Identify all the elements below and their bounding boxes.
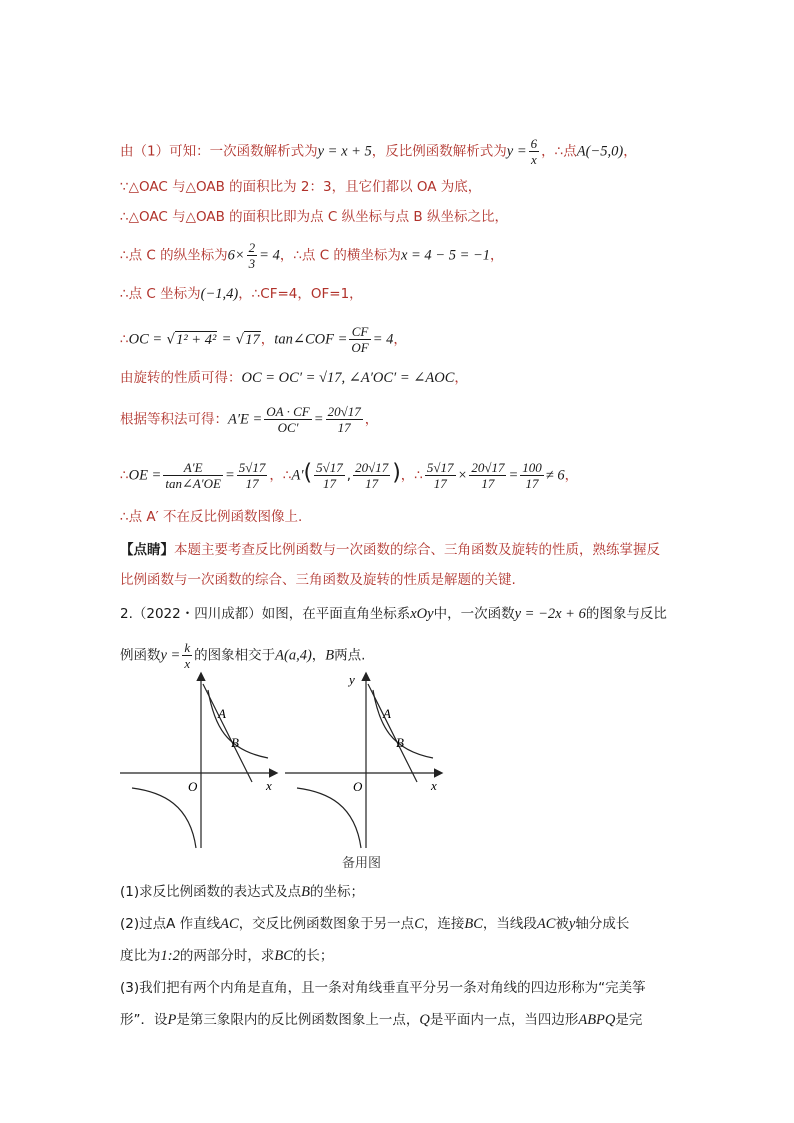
fraction xyxy=(264,404,311,435)
figure-spare xyxy=(283,670,448,850)
math: 1:2 xyxy=(160,948,180,964)
fraction xyxy=(353,460,390,491)
denominator: 17 xyxy=(481,476,495,491)
subquestion-3-line-1: (3)我们把有两个内角是直角，且一条对角线垂直平分另一条对角线的四边形称为“完美筝 xyxy=(120,980,646,996)
text: ， xyxy=(364,411,379,428)
note-tag: 【点睛】 xyxy=(120,542,174,558)
denominator: 17 xyxy=(433,476,447,491)
denominator: 17 xyxy=(322,476,336,491)
label-x: x xyxy=(431,778,437,793)
text: ， xyxy=(260,331,275,348)
text: ，交反比例函数图象于另一点 xyxy=(238,916,415,932)
math: OC = xyxy=(128,331,163,348)
math: A(a,4) xyxy=(275,647,312,664)
fraction xyxy=(237,460,268,491)
math: A′E = xyxy=(228,411,263,428)
solution-line-2: ∵△OAC 与△OAB 的面积比为 2：3，且它们都以 OA 为底， xyxy=(120,179,482,195)
solution-line-10: ∴点 A′ 不在反比例函数图像上. xyxy=(120,509,303,525)
text: (2)过点A 作直线 xyxy=(120,916,221,932)
math: 6× xyxy=(227,247,245,264)
math: A(−5,0) xyxy=(576,143,624,160)
text: 形”．设 xyxy=(120,1012,168,1028)
numerator: 2 xyxy=(248,240,256,255)
fraction xyxy=(247,240,258,271)
math: x = 4 − 5 = −1 xyxy=(400,247,491,264)
math: BC xyxy=(464,916,483,932)
math: OC = OC′ = √17, ∠A′OC′ = ∠AOC xyxy=(241,370,455,386)
text: ， xyxy=(564,467,579,484)
numerator: 5√17 xyxy=(426,460,454,475)
note-line-2: 比例函数与一次函数的综合、三角函数及旋转的性质是解题的关键. xyxy=(120,572,516,588)
fraction xyxy=(182,640,192,671)
math: y = xyxy=(160,647,181,664)
math: C xyxy=(414,916,424,932)
math: y = −2x + 6 xyxy=(514,606,586,622)
linear-function-line xyxy=(203,684,252,782)
fraction xyxy=(314,460,345,491)
solution-line-8 xyxy=(120,404,378,435)
text: ， xyxy=(311,647,326,664)
text: 的长； xyxy=(292,948,334,964)
sqrt: 17 xyxy=(245,331,260,348)
text: 被 xyxy=(555,916,569,932)
numerator: 6 xyxy=(530,136,538,151)
text: 的图象与反比 xyxy=(585,606,667,622)
numerator: 5√17 xyxy=(316,460,343,475)
fraction xyxy=(469,460,506,491)
solution-line-9: ∴OE = $\frac{A'E}{\tan\angle A'OE}$ = $\frac{5√17}{17}$ ，∴A′( $\frac{5√17}{17}$ , $\frac{20√17}{17}$ )，∴ $\frac{5√17}{17}$ × $\frac{20√17}{17}$ = $\frac{100}{17}$ ≠ 6， xyxy=(120,460,579,491)
numerator: A′E xyxy=(163,460,223,476)
text: ， xyxy=(490,247,504,264)
denominator: 17 xyxy=(525,476,539,491)
math: = xyxy=(313,411,324,428)
linear-function-line xyxy=(368,684,417,782)
text: 例函数 xyxy=(120,647,161,664)
subquestion-2-line-2 xyxy=(120,946,333,966)
numerator: k xyxy=(184,640,191,655)
subquestion-3-line-2 xyxy=(120,1010,642,1030)
text: 的图象相交于 xyxy=(194,647,276,664)
text: ，当线段 xyxy=(482,916,537,932)
figure-caption: 备用图 xyxy=(342,856,382,871)
text: 的两部分时，求 xyxy=(179,948,275,964)
math: = 4 xyxy=(259,247,280,264)
label-A: A xyxy=(218,706,226,721)
text: 中，一次函数 xyxy=(433,606,515,622)
text: 的坐标； xyxy=(309,884,364,900)
text: 由旋转的性质可得： xyxy=(120,370,242,386)
denominator: OF xyxy=(351,340,369,355)
text: ，反比例函数解析式为 xyxy=(371,143,507,160)
denominator: 3 xyxy=(248,256,256,271)
text: ， xyxy=(454,370,468,386)
sqrt: 1² + 4² xyxy=(176,331,217,348)
solution-line-3: ∴△OAC 与△OAB 的面积比即为点 C 纵坐标与点 B 纵坐标之比， xyxy=(120,209,508,225)
solution-line-1 xyxy=(120,136,637,167)
text: ， xyxy=(393,331,407,348)
math: A′ xyxy=(291,467,304,484)
denominator: OC′ xyxy=(277,420,299,435)
fraction xyxy=(163,460,223,491)
denominator: tan∠A′OE xyxy=(165,476,221,491)
problem-line-1 xyxy=(120,604,667,624)
text: 本题主要考查反比例函数与一次函数的综合、三角函数及旋转的性质，熟练掌握反 xyxy=(174,542,660,558)
text: ，∴CF=4，OF=1， xyxy=(238,286,363,302)
math: BC xyxy=(274,948,293,964)
numerator: 20√17 xyxy=(327,404,361,419)
text: ，∴点 C 的横坐标为 xyxy=(279,247,401,264)
math: ABPQ xyxy=(578,1012,616,1028)
hyperbola-q3 xyxy=(132,788,196,848)
math: B xyxy=(325,647,335,664)
math: = xyxy=(508,467,519,484)
text: (1)求反比例函数的表达式及点 xyxy=(120,884,302,900)
numerator: 20√17 xyxy=(355,460,389,475)
text: 2.（2022・四川成都）如图，在平面直角坐标系 xyxy=(120,606,411,622)
paren: ( xyxy=(303,460,313,486)
text: 是第三象限内的反比例函数图象上一点， xyxy=(176,1012,420,1028)
note-line-1 xyxy=(120,540,660,560)
math: ≠ 6 xyxy=(545,467,565,484)
text: ，∴ xyxy=(400,467,423,484)
math: = 4 xyxy=(372,331,394,348)
subquestion-2-line-1 xyxy=(120,914,629,934)
label-A: A xyxy=(383,706,391,721)
problem-line-2 xyxy=(120,640,365,671)
denominator: 17 xyxy=(245,476,259,491)
label-y: y xyxy=(349,672,355,687)
text: ， xyxy=(623,143,637,160)
numerator: 100 xyxy=(522,460,542,475)
text: ，∴ xyxy=(269,467,292,484)
paren: ) xyxy=(392,460,401,486)
math: y = xyxy=(506,143,527,160)
denominator: x xyxy=(531,152,537,167)
text: ∴ xyxy=(120,467,129,484)
math: OE = xyxy=(128,467,162,484)
math: B xyxy=(301,884,310,900)
text: ∴点 C 的纵坐标为 xyxy=(120,247,228,264)
text: 两点. xyxy=(334,647,366,664)
math: AC xyxy=(536,916,556,932)
fraction xyxy=(326,404,363,435)
math: = xyxy=(224,467,235,484)
math: xOy xyxy=(410,606,434,622)
numerator: 20√17 xyxy=(471,460,505,475)
text: ，连接 xyxy=(423,916,465,932)
text: 轴分成长 xyxy=(575,916,630,932)
label-B: B xyxy=(231,735,239,750)
math: × xyxy=(457,467,468,484)
solution-line-6: ∴OC = √1² + 4² = √17，tan∠COF = $\frac{CF}{OF}$ = 4， xyxy=(120,324,407,355)
denominator: 17 xyxy=(337,420,351,435)
numerator: CF xyxy=(349,324,370,340)
solution-line-4 xyxy=(120,240,504,271)
math: P xyxy=(167,1012,177,1028)
math: y = x + 5 xyxy=(317,143,372,160)
numerator: OA · CF xyxy=(266,404,310,419)
label-x: x xyxy=(266,778,272,793)
text: ∴点 C 坐标为 xyxy=(120,286,201,302)
solution-line-5 xyxy=(120,284,363,304)
math: (−1,4) xyxy=(200,286,239,302)
text: 根据等积法可得： xyxy=(120,411,228,428)
text: ，∴点 xyxy=(541,143,577,160)
math: Q xyxy=(419,1012,430,1028)
math: tan∠COF = xyxy=(274,331,348,348)
math: AC xyxy=(220,916,239,932)
hyperbola-q3 xyxy=(297,788,361,848)
label-O: O xyxy=(353,779,363,794)
math: y xyxy=(568,916,576,932)
text: 是完 xyxy=(615,1012,643,1028)
fraction xyxy=(425,460,456,491)
text: 度比为 xyxy=(120,948,161,964)
math: = xyxy=(221,331,232,348)
label-B: B xyxy=(396,735,404,750)
text: 由（1）可知：一次函数解析式为 xyxy=(120,143,318,160)
solution-line-7 xyxy=(120,368,468,388)
text: ∴ xyxy=(120,331,129,348)
text: 是平面内一点，当四边形 xyxy=(429,1012,579,1028)
subquestion-1 xyxy=(120,882,364,902)
fraction xyxy=(520,460,544,491)
label-O: O xyxy=(188,779,198,794)
fraction xyxy=(349,324,370,355)
figure-main xyxy=(118,670,283,850)
numerator: 5√17 xyxy=(238,460,266,475)
denominator: x xyxy=(184,656,191,671)
denominator: 17 xyxy=(365,476,379,491)
fraction xyxy=(529,136,540,167)
